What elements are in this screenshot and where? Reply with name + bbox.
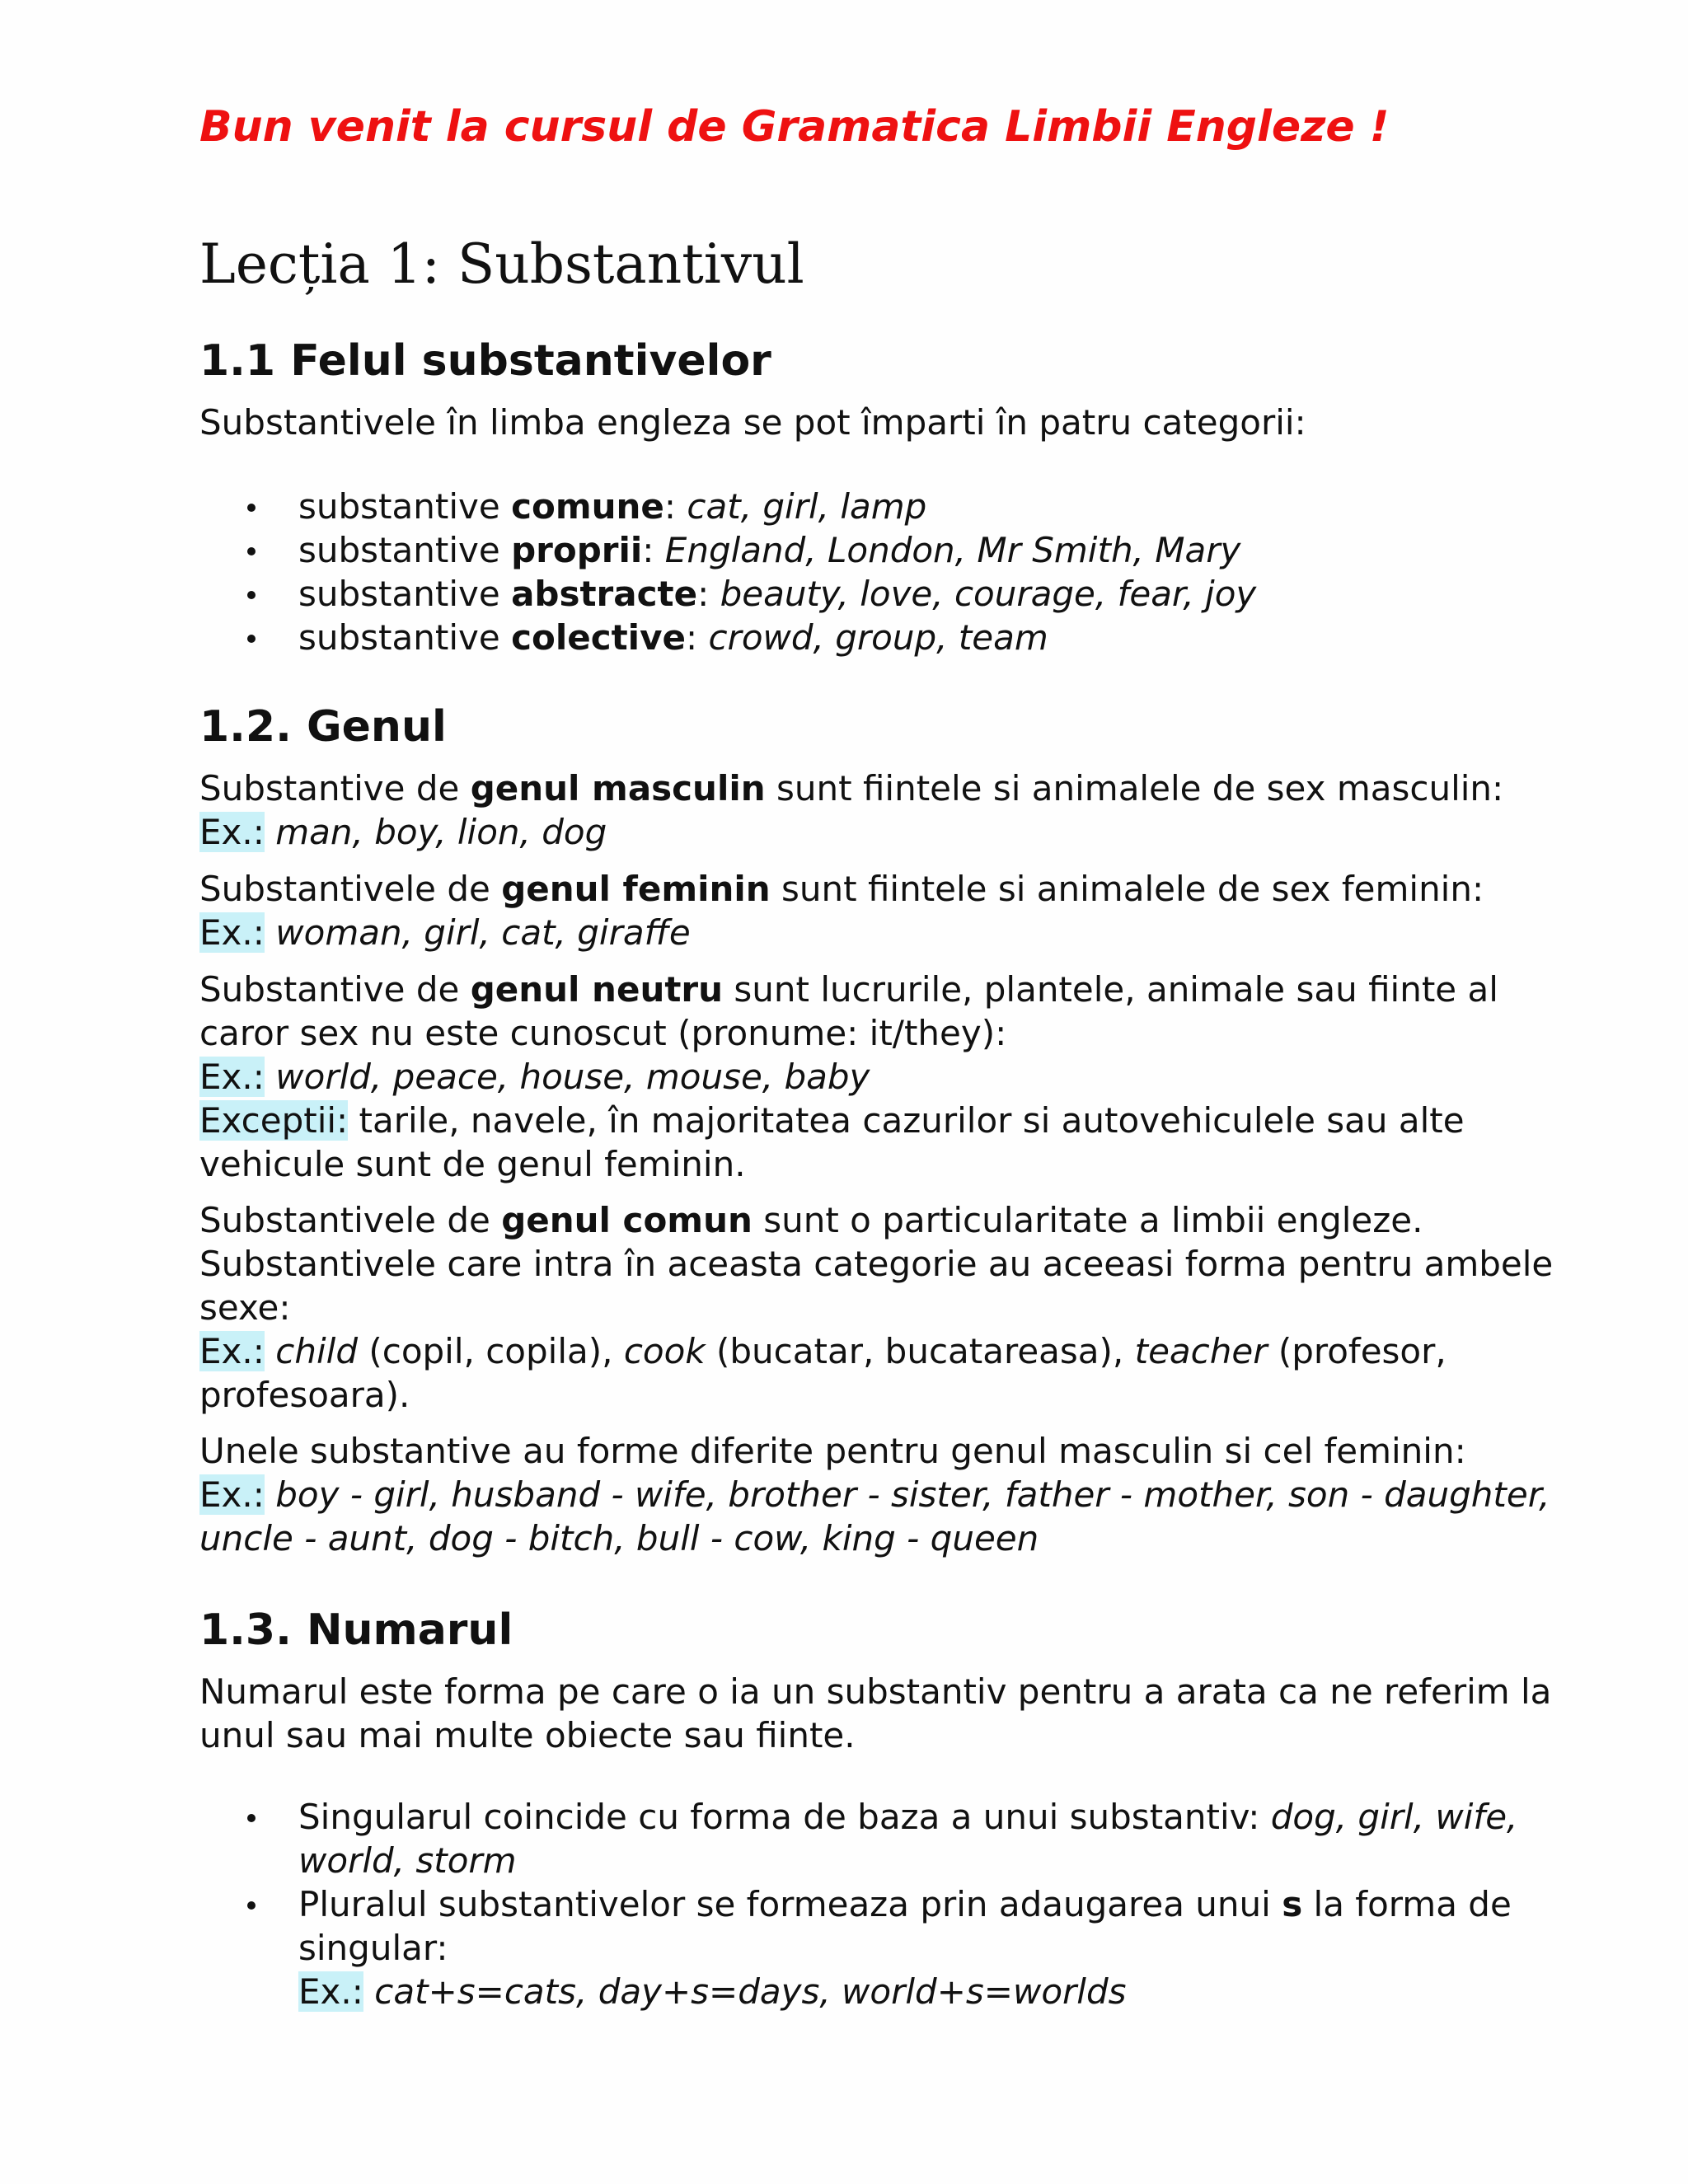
item-examples: cat, girl, lamp [687, 486, 927, 527]
term-bold: genul neutru [470, 969, 724, 1010]
example-label: Ex.: [199, 912, 265, 953]
item-separator: : [663, 486, 687, 527]
text-span: Unele substantive au forme diferite pentru genul masculin si cel feminin: [199, 1431, 1466, 1471]
item-term: colective [511, 617, 686, 658]
examples-italic: woman, girl, cat, giraffe [275, 912, 691, 953]
example-label: Ex.: [199, 1057, 265, 1097]
item-term: comune [511, 486, 664, 527]
noun-categories-list [199, 485, 1584, 659]
item-prefix: substantive [298, 574, 512, 614]
section-heading-felul: 1.1 Felul substantivelor [199, 336, 771, 386]
example-label: Ex.: [199, 1474, 265, 1515]
genul-masculin-paragraph [199, 766, 1584, 854]
genul-feminin-paragraph [199, 867, 1584, 954]
list-item [199, 528, 1584, 572]
exceptions-label: Exceptii: [199, 1100, 349, 1141]
item-prefix: substantive [298, 486, 512, 527]
forme-diferite-paragraph [199, 1429, 1584, 1560]
examples-italic: boy - girl, husband - wife, brother - sister, father - mother, son - daughter, uncle - aunt, dog - bitch, bull - cow, king - queen [199, 1474, 1550, 1558]
item-separator: : [642, 530, 665, 570]
example-gloss: (profesor, profesoara). [199, 1331, 1447, 1415]
welcome-title: Bun venit la cursul de Gramatica Limbii Engleze ! [199, 102, 1390, 152]
item-examples: England, London, Mr Smith, Mary [664, 530, 1241, 570]
text-span: Substantive de [199, 969, 471, 1010]
item-examples: crowd, group, team [708, 617, 1048, 658]
text-span: Pluralul substantivelor se formeaza prin adaugarea unui [298, 1884, 1282, 1924]
list-item [199, 1882, 1584, 2013]
number-list [199, 1795, 1584, 2013]
text-span: Singularul coincide cu forma de baza a unui substantiv: [298, 1797, 1271, 1837]
examples-italic: dog, girl, wife, world, storm [298, 1797, 1518, 1881]
example-label: Ex.: [199, 812, 265, 852]
example-word: cook [623, 1331, 706, 1371]
text-span: Substantive de [199, 768, 471, 808]
list-item [199, 616, 1584, 659]
item-term: proprii [511, 530, 643, 570]
list-item [199, 1795, 1584, 1882]
term-bold: s [1282, 1884, 1303, 1924]
examples-italic: world, peace, house, mouse, baby [275, 1057, 870, 1097]
section-heading-numarul: 1.3. Numarul [199, 1605, 513, 1655]
example-word: child [275, 1331, 358, 1371]
example-gloss: (copil, copila), [357, 1331, 624, 1371]
term-bold: genul masculin [470, 768, 766, 808]
list-item [199, 485, 1584, 528]
item-term: abstracte [511, 574, 698, 614]
section-heading-genul: 1.2. Genul [199, 702, 447, 752]
examples-italic: man, boy, lion, dog [275, 812, 607, 852]
text-span: la forma de singular: [298, 1884, 1512, 1968]
list-item [199, 572, 1584, 616]
examples-italic: cat+s=cats, day+s=days, world+s=worlds [374, 1971, 1127, 2012]
genul-comun-paragraph [199, 1198, 1584, 1417]
text-span: Substantivele de [199, 1200, 502, 1240]
item-separator: : [685, 617, 709, 658]
item-prefix: substantive [298, 530, 512, 570]
example-label: Ex.: [199, 1331, 265, 1371]
text-span: sunt o particularitate a limbii engleze. Substantivele care intra în aceasta categorie au aceeasi forma pentru ambele sexe: [199, 1200, 1554, 1328]
item-separator: : [697, 574, 720, 614]
example-gloss: (bucatar, bucatareasa), [705, 1331, 1135, 1371]
text-span: sunt lucrurile, plantele, animale sau fiinte al caror sex nu este cunoscut (pronume: it/they): [199, 969, 1498, 1053]
exceptions-text: tarile, navele, în majoritatea cazurilor si autovehiculele sau alte vehicule sunt de genul feminin. [199, 1100, 1465, 1184]
text-span: sunt fiintele si animalele de sex feminin: [770, 869, 1484, 909]
example-label: Ex.: [298, 1971, 363, 2012]
section3-intro: Numarul este forma pe care o ia un substantiv pentru a arata ca ne referim la unul sau mai multe obiecte sau fiinte. [199, 1671, 1552, 1755]
item-examples: beauty, love, courage, fear, joy [720, 574, 1257, 614]
item-prefix: substantive [298, 617, 512, 658]
text-span: sunt fiintele si animalele de sex masculin: [765, 768, 1504, 808]
genul-neutru-paragraph [199, 968, 1584, 1186]
text-span: Substantivele de [199, 869, 502, 909]
lesson-title: Lecția 1: Substantivul [199, 232, 804, 296]
term-bold: genul feminin [501, 869, 771, 909]
section1-intro: Substantivele în limba engleza se pot împarti în patru categorii: [199, 402, 1306, 443]
example-word: teacher [1134, 1331, 1268, 1371]
term-bold: genul comun [501, 1200, 753, 1240]
